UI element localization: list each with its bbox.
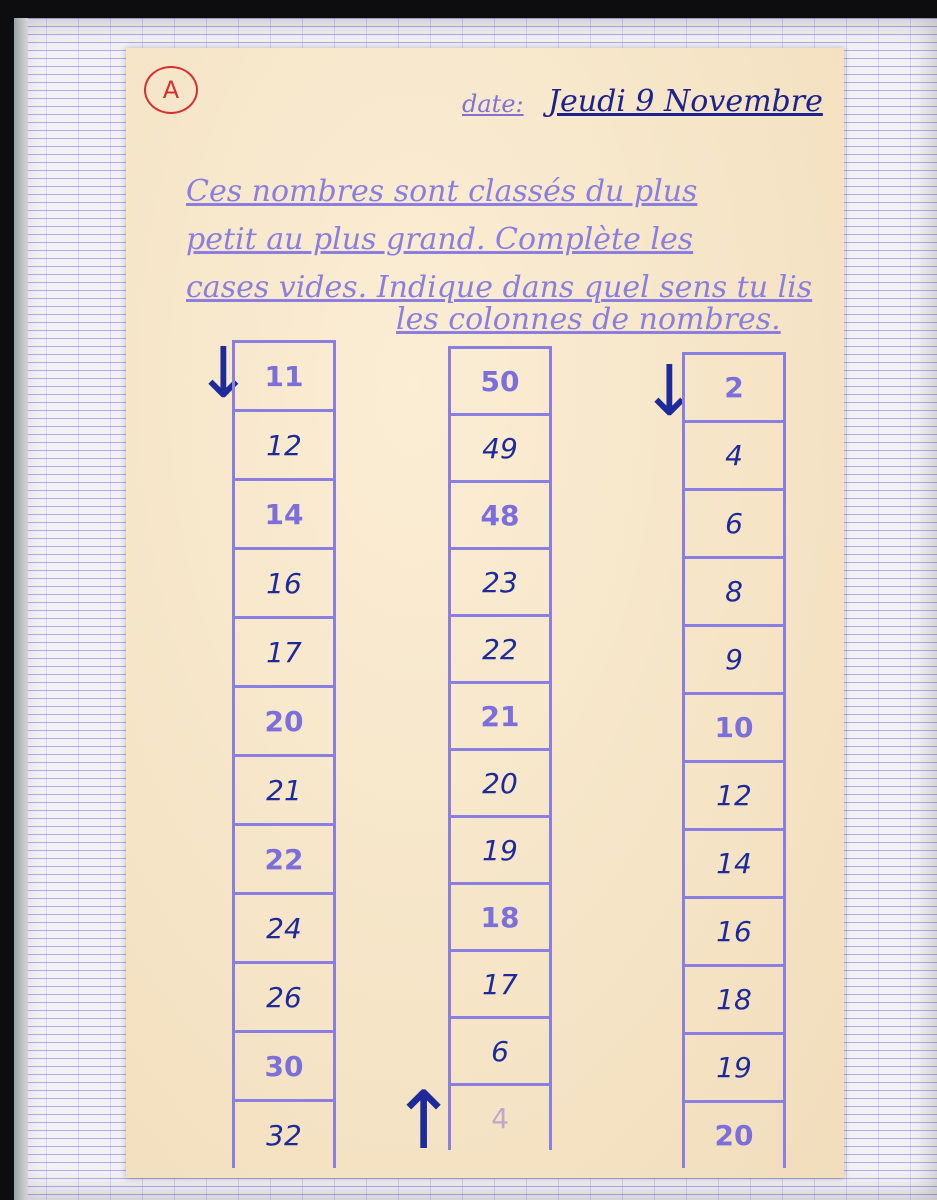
number-cell: 6 <box>685 488 783 556</box>
down-arrow-icon: ↓ <box>194 332 253 414</box>
number-cell: 24 <box>235 892 333 961</box>
instructions <box>186 168 836 344</box>
number-cell: 23 <box>451 547 549 614</box>
date-label: date: <box>462 90 524 118</box>
number-column-1 <box>232 340 336 1168</box>
number-cell: 18 <box>685 964 783 1032</box>
number-cell: 18 <box>451 882 549 949</box>
number-cell: 12 <box>235 409 333 478</box>
number-cell: 14 <box>235 478 333 547</box>
instructions-line-1: Ces nombres sont classés du plus <box>186 174 698 209</box>
number-cell: 8 <box>685 556 783 624</box>
number-cell: 16 <box>235 547 333 616</box>
page-marker: A <box>144 66 198 114</box>
number-cell: 50 <box>451 346 549 413</box>
number-cell: 30 <box>235 1030 333 1099</box>
number-column-2 <box>448 346 552 1150</box>
number-cell: 10 <box>685 692 783 760</box>
down-arrow-icon: ↓ <box>640 350 699 432</box>
number-cell: 11 <box>235 340 333 409</box>
number-cell: 17 <box>451 949 549 1016</box>
number-cell: 48 <box>451 480 549 547</box>
number-cell: 22 <box>235 823 333 892</box>
number-cell: 16 <box>685 896 783 964</box>
instructions-line-2: petit au plus grand. Complète les <box>186 222 694 257</box>
number-cell: 9 <box>685 624 783 692</box>
number-cell: 20 <box>685 1100 783 1168</box>
date-value: Jeudi 9 Novembre <box>548 84 823 119</box>
number-cell: 17 <box>235 616 333 685</box>
number-cell: 20 <box>235 685 333 754</box>
number-cell: 20 <box>451 748 549 815</box>
number-cell: 49 <box>451 413 549 480</box>
number-cell: 22 <box>451 614 549 681</box>
number-cell: 19 <box>685 1032 783 1100</box>
number-cell: 19 <box>451 815 549 882</box>
number-cell: 14 <box>685 828 783 896</box>
number-column-3 <box>682 352 786 1168</box>
instructions-line-3: cases vides. Indique dans quel sens tu lis <box>186 270 813 305</box>
number-cell: 6 <box>451 1016 549 1083</box>
number-cell: 32 <box>235 1099 333 1168</box>
number-cell: 12 <box>685 760 783 828</box>
up-arrow-icon: ↑ <box>390 1074 458 1167</box>
number-cell: 4 <box>685 420 783 488</box>
number-cell: 2 <box>685 352 783 420</box>
notebook-binding <box>14 18 28 1200</box>
number-cell: 21 <box>235 754 333 823</box>
number-cell: 21 <box>451 681 549 748</box>
instructions-line-4: les colonnes de nombres. <box>396 302 781 337</box>
number-cell: 4 <box>451 1083 549 1150</box>
number-cell: 26 <box>235 961 333 1030</box>
